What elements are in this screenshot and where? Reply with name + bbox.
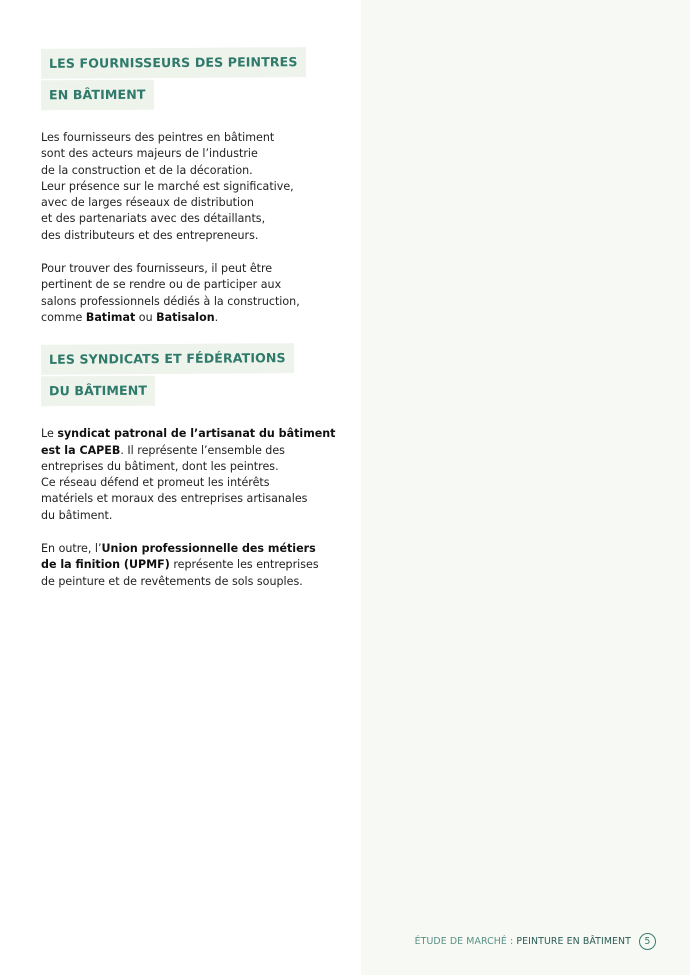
text-fragment: représente les entreprises (169, 558, 319, 572)
unions-paragraph-2 (41, 541, 341, 590)
footer-title (415, 936, 631, 947)
text-line: de la construction et de la décoration. (41, 163, 253, 177)
heading-line: LES FOURNISSEURS DES PEINTRES (41, 47, 306, 79)
text-line (41, 541, 341, 557)
trade-show-batimat: Batimat (85, 310, 136, 324)
text-line: des distributeurs et des entrepreneurs. (41, 228, 259, 242)
text-fragment: En outre, l’ (41, 542, 102, 556)
bold-text: de la finition (UPMF) (41, 558, 170, 572)
text-line: sont des acteurs majeurs de l’industrie (41, 147, 258, 161)
text-line (41, 443, 341, 459)
footer-label-dark: PEINTURE EN BÂTIMENT (516, 936, 631, 947)
text-line: pertinent de se rendre ou de participer aux (41, 278, 282, 292)
text-line: entreprises du bâtiment, dont les peintres. (41, 459, 279, 473)
suppliers-paragraph-1 (41, 130, 341, 244)
text-fragment: . Il représente l’ensemble des (120, 443, 285, 457)
bold-text: Union professionnelle des métiers (101, 542, 316, 556)
text-line: salons professionnels dédiés à la construction, (41, 294, 300, 308)
suppliers-paragraph-2 (41, 261, 341, 326)
text-line: Pour trouver des fournisseurs, il peut être (41, 262, 273, 276)
text-line (41, 557, 341, 573)
text-line: du bâtiment. (41, 508, 113, 522)
trade-show-batisalon: Batisalon (156, 310, 215, 324)
text-fragment: . (214, 310, 219, 324)
page-footer (415, 933, 656, 950)
text-line: avec de larges réseaux de distribution (41, 196, 254, 210)
text-fragment: comme (41, 310, 86, 324)
heading-line: LES SYNDICATS ET FÉDÉRATIONS (41, 343, 294, 375)
right-panel-background (361, 0, 690, 975)
footer-label-light: ÉTUDE DE MARCHÉ : (414, 936, 517, 947)
heading-line: EN BÂTIMENT (41, 80, 154, 111)
heading-unions (41, 344, 341, 408)
text-line: matériels et moraux des entreprises artisanales (41, 492, 308, 506)
text-line: Ce réseau défend et promeut les intérêts (41, 476, 270, 490)
text-fragment: ou (135, 310, 157, 324)
text-line: Leur présence sur le marché est significative, (41, 179, 294, 193)
heading-suppliers (41, 48, 341, 112)
page-number-badge: 5 (639, 933, 656, 950)
unions-paragraph-1 (41, 426, 341, 524)
text-line: Les fournisseurs des peintres en bâtiment (41, 131, 275, 144)
text-line: de peinture et de revêtements de sols souples. (41, 574, 303, 588)
text-fragment: Le (41, 427, 58, 441)
text-line: et des partenariats avec des détaillants, (41, 212, 266, 226)
bold-text: est la CAPEB (41, 443, 121, 457)
text-line (41, 310, 341, 326)
heading-line: DU BÂTIMENT (41, 376, 155, 407)
page-content (41, 48, 341, 590)
text-line (41, 426, 341, 442)
bold-text: syndicat patronal de l’artisanat du bâtiment (57, 427, 336, 441)
